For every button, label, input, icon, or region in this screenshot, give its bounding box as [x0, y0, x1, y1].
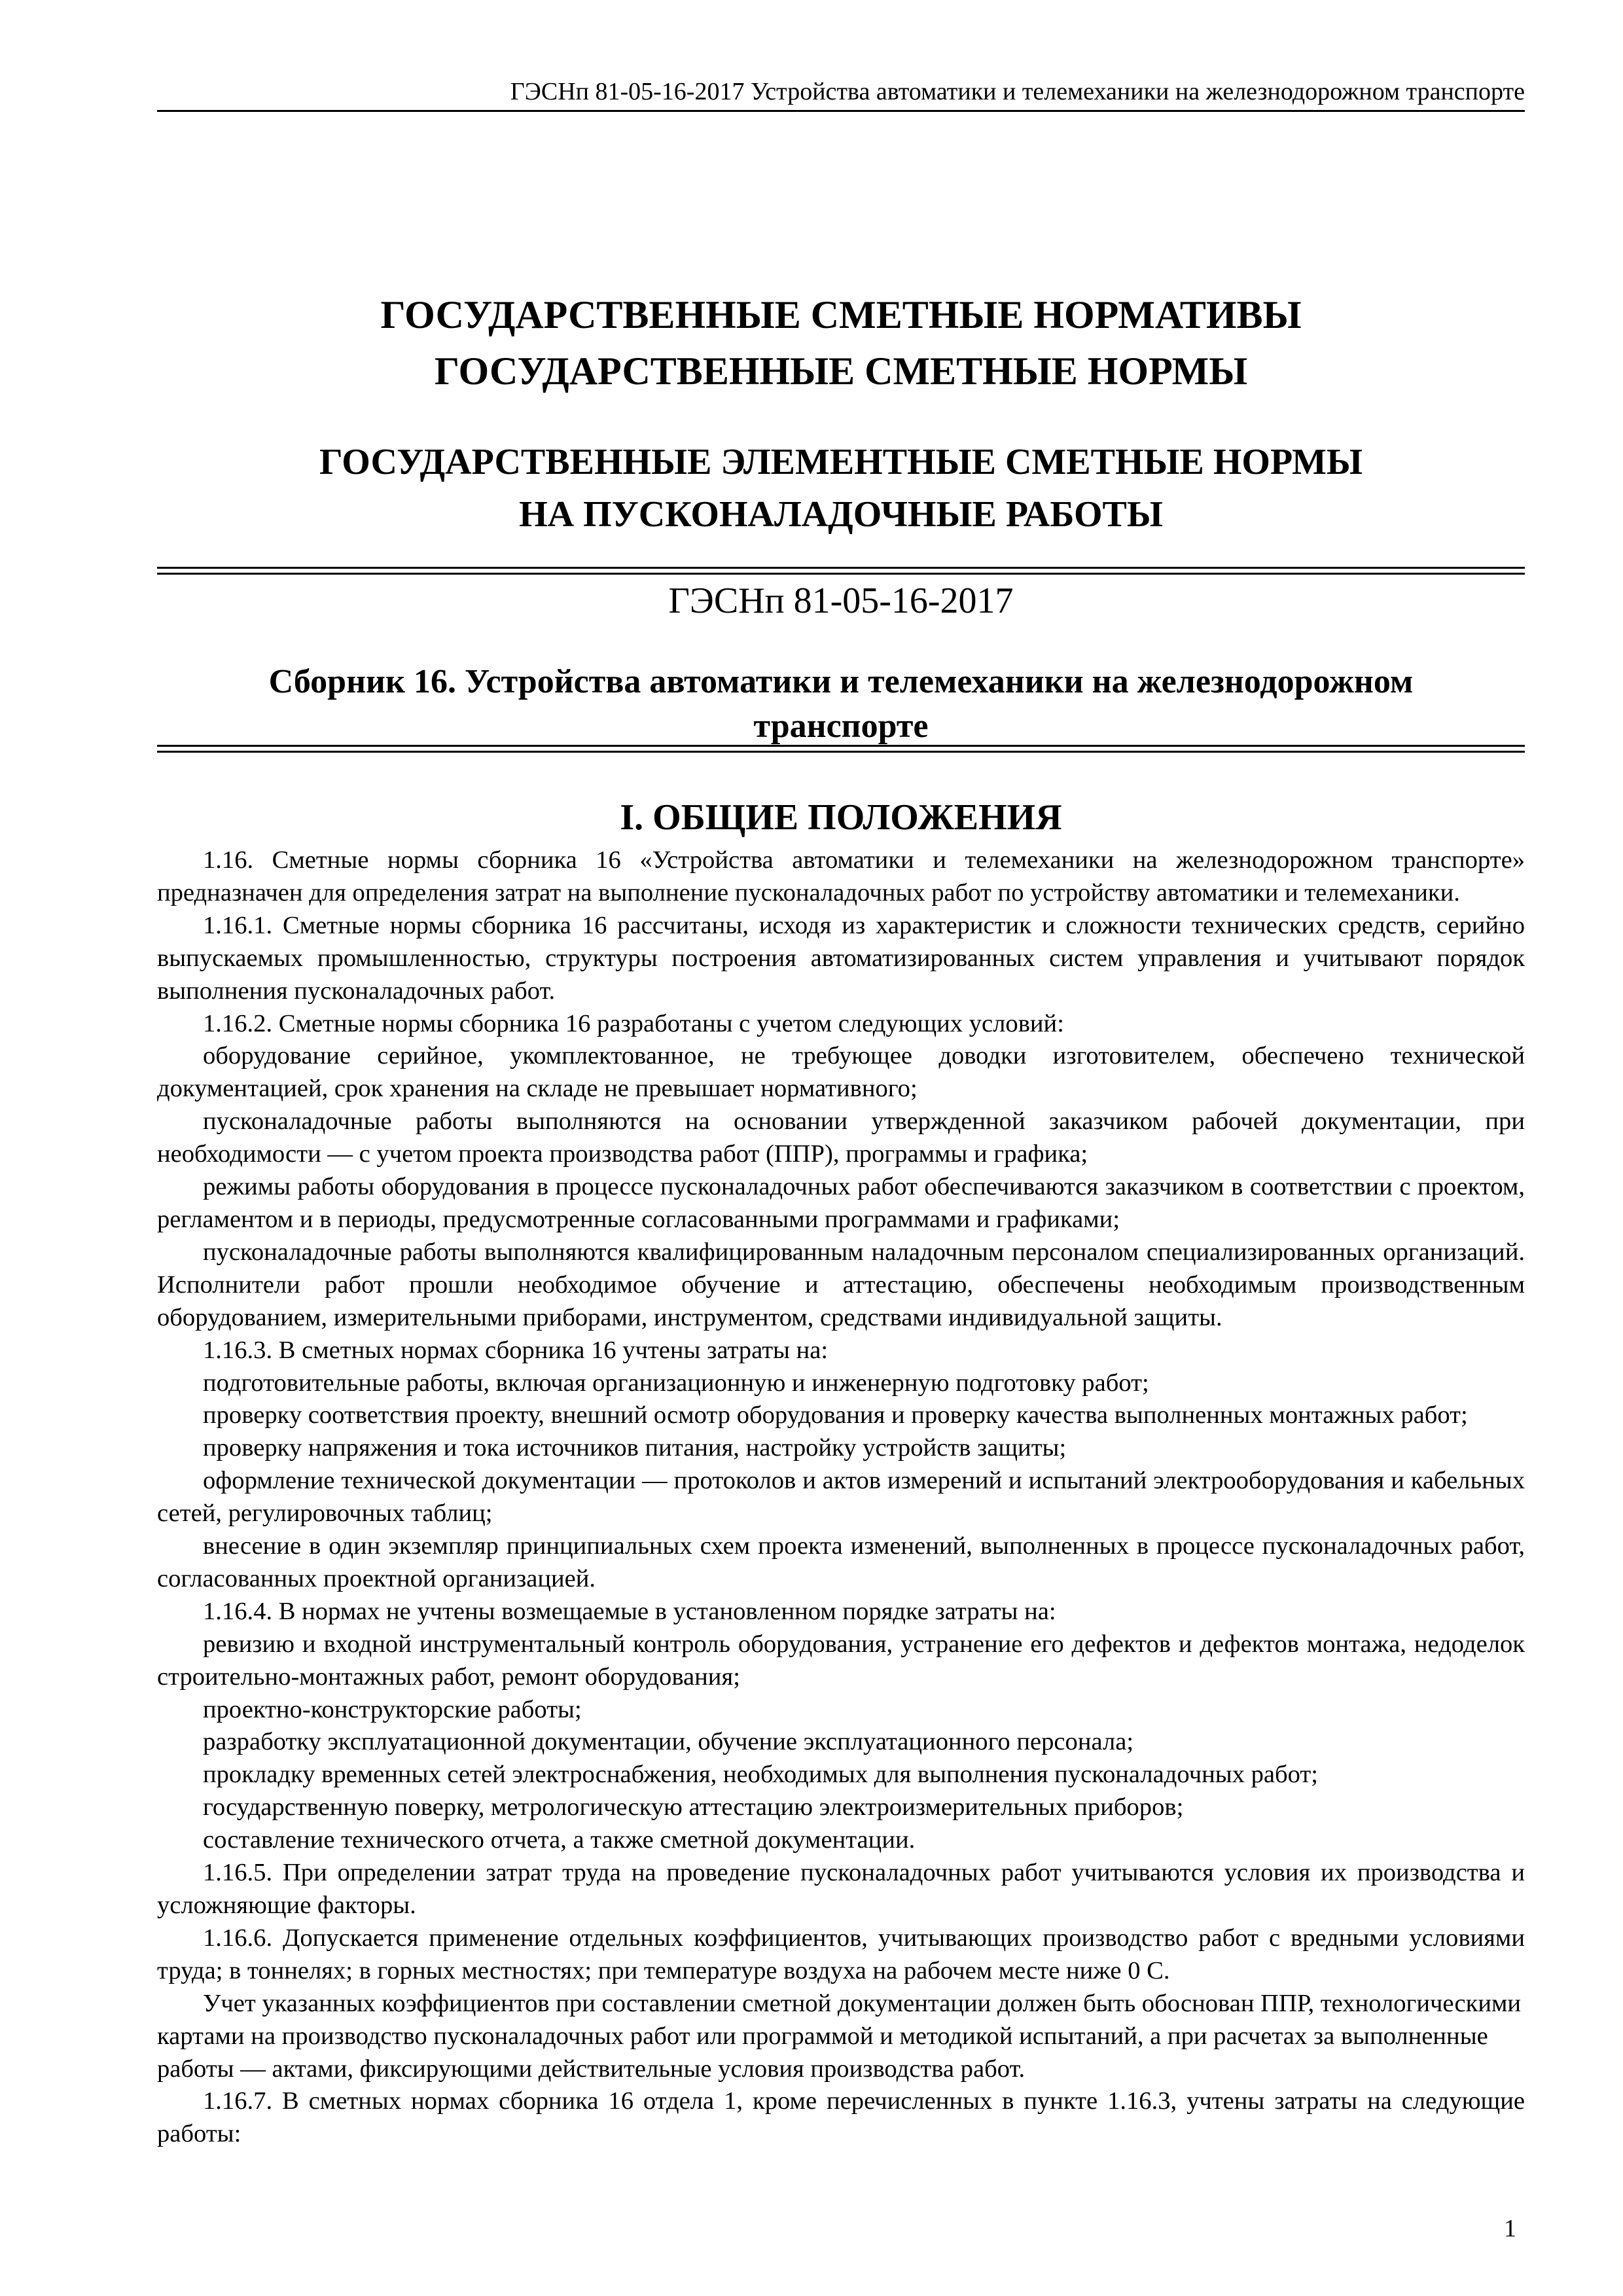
collection-title-line-1: Сборник 16. Устройства автоматики и телемеханики на железнодорожном [268, 663, 1414, 700]
paragraph: 1.16.2. Сметные нормы сборника 16 разработаны с учетом следующих условий: [203, 1009, 1064, 1037]
title-line-1: ГОСУДАРСТВЕННЫЕ СМЕТНЫЕ НОРМАТИВЫ [380, 293, 1302, 336]
document-code: ГЭСНп 81-05-16-2017 [668, 581, 1014, 621]
subtitle-line-1: ГОСУДАРСТВЕННЫЕ ЭЛЕМЕНТНЫЕ СМЕТНЫЕ НОРМЫ [319, 442, 1363, 482]
paragraph: проектно-конструкторские работы; [203, 1695, 582, 1723]
subtitle-line-2: НА ПУСКОНАЛАДОЧНЫЕ РАБОТЫ [519, 494, 1163, 535]
body-text [157, 844, 1525, 2151]
paragraph: 1.16.1. Сметные нормы сборника 16 рассчитаны, исходя из характеристик и сложности технических средств, серийно выпускаемых промышленностью, структуры построения автоматизированных систем управления и учитывают порядок выполнения пусконаладочных работ. [157, 911, 1525, 1005]
collection-title-line-2: транспорте [753, 708, 929, 745]
paragraph: 1.16.4. В нормах не учтены возмещаемые в установленном порядке затраты на: [203, 1597, 1056, 1625]
paragraph: 1.16.6. Допускается применение отдельных коэффициентов, учитывающих производство работ с вредными условиями труда; в тоннелях; в горных местностях; при температуре воздуха на рабочем месте ниже 0 С. [157, 1924, 1525, 1984]
paragraph: 1.16.5. При определении затрат труда на проведение пусконаладочных работ учитываются условия их производства и усложняющие факторы. [157, 1859, 1525, 1919]
double-rule-top [157, 567, 1525, 575]
page-number: 1 [1504, 2215, 1516, 2242]
paragraph: прокладку временных сетей электроснабжения, необходимых для выполнения пусконаладочных работ; [203, 1761, 1318, 1789]
paragraph: внесение в один экземпляр принципиальных схем проекта изменений, выполненных в процессе пусконаладочных работ, согласованных проектной организацией. [157, 1532, 1525, 1592]
paragraph: оборудование серийное, укомплектованное, не требующее доводки изготовителем, обеспечено технической документацией, срок хранения на складе не превышает нормативного; [157, 1042, 1525, 1103]
paragraph: 1.16. Сметные нормы сборника 16 «Устройства автоматики и телемеханики на железнодорожном транспорте» предназначен для определения затрат на выполнение пусконаладочных работ по устройству автоматики и телемеханики. [157, 846, 1525, 906]
paragraph: оформление технической документации — протоколов и актов измерений и испытаний электрооборудования и кабельных сетей, регулировочных таблиц; [157, 1467, 1525, 1528]
paragraph: Учет указанных коэффициентов при составлении сметной документации должен быть обоснован ППР, технологическими картами на производство пусконаладочных работ или программой и методикой испытаний, а при расчетах за выполненные работы — актами, фиксирующими действительные условия производства работ. [157, 1989, 1522, 2083]
title-line-2: ГОСУДАРСТВЕННЫЕ СМЕТНЫЕ НОРМЫ [434, 350, 1248, 393]
header-rule [157, 110, 1525, 112]
paragraph: проверку соответствия проекту, внешний осмотр оборудования и проверку качества выполненных монтажных работ; [203, 1401, 1468, 1429]
collection-title [157, 660, 1525, 749]
paragraph: ревизию и входной инструментальный контроль оборудования, устранение его дефектов и дефектов монтажа, недоделок строительно-монтажных работ, ремонт оборудования; [157, 1630, 1525, 1691]
paragraph: 1.16.3. В сметных нормах сборника 16 учтены затраты на: [203, 1336, 829, 1364]
paragraph: проверку напряжения и тока источников питания, настройку устройств защиты; [203, 1434, 1067, 1462]
paragraph: режимы работы оборудования в процессе пусконаладочных работ обеспечиваются заказчиком в соответствии с проектом, регламентом и в периоды, предусмотренные согласованными программами и графиками; [157, 1173, 1525, 1233]
paragraph: государственную поверку, метрологическую аттестацию электроизмерительных приборов; [203, 1793, 1184, 1821]
document-title [157, 287, 1525, 399]
double-rule-bottom [157, 745, 1525, 753]
paragraph: подготовительные работы, включая организационную и инженерную подготовку работ; [203, 1369, 1149, 1397]
paragraph: разработку эксплуатационной документации, обучение эксплуатационного персонала; [203, 1728, 1134, 1756]
paragraph: 1.16.7. В сметных нормах сборника 16 отдела 1, кроме перечисленных в пункте 1.16.3, учтены затраты на следующие работы: [157, 2087, 1525, 2148]
paragraph: составление технического отчета, а также сметной документации. [203, 1826, 916, 1854]
document-subtitle [157, 436, 1525, 541]
section-heading: I. ОБЩИЕ ПОЛОЖЕНИЯ [620, 797, 1062, 838]
paragraph: пусконаладочные работы выполняются на основании утвержденной заказчиком рабочей документации, при необходимости — с учетом проекта производства работ (ППР), программы и графика; [157, 1107, 1525, 1168]
document-page [157, 0, 1525, 2296]
paragraph: пусконаладочные работы выполняются квалифицированным наладочным персоналом специализированных организаций. Исполнители работ прошли необходимое обучение и аттестацию, обеспечены необходимым производственным оборудованием, измерительными приборами, инструментом, средствами индивидуальной защиты. [157, 1238, 1525, 1331]
running-header: ГЭСНп 81-05-16-2017 Устройства автоматики и телемеханики на железнодорожном транспорте [510, 78, 1525, 105]
